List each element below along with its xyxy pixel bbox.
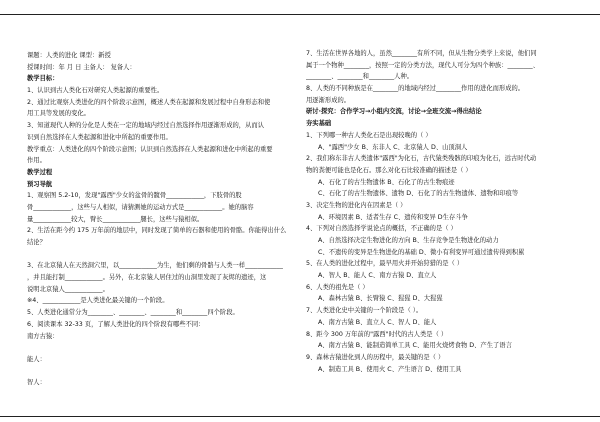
left-line: 3、知道现代人种的分化是人类在一定的地域内经过自然选择作用逐渐形成的，从而认: [27, 122, 264, 130]
bottom-rule: [0, 416, 600, 417]
right-line: A、森林古猿 B、长臂猿 C、猩猩 D、大猩猩: [318, 295, 443, 303]
right-column: [306, 48, 594, 375]
left-line: 授课时间：年 月 日 主备人： 复备人：: [27, 63, 136, 71]
right-line: 2、我们称东非古人类遗体"露西"为化石，古代猿类残骸的印痕为化石，远古时代动: [306, 155, 537, 163]
right-line: A、自然选择决定生物进化的方向 B、生存竞争是生物进化的动力: [318, 237, 499, 244]
left-line: 教学目标：: [27, 75, 59, 83]
right-line: 物的粪便可能也是化石。那么对化石比较准确的描述是（ ）: [306, 166, 472, 174]
left-line: 课题：人类的进化 课型：新授: [27, 52, 111, 59]
right-line: 8、人类的不同种族是在________的地域内经过________作用的进化而形成的。: [306, 85, 525, 93]
left-line: 智人：: [27, 379, 46, 387]
right-line: 研讨·探究：合作学习→小组内交流，讨论→全班交流→得出结论: [306, 108, 482, 116]
left-line: [27, 249, 297, 261]
right-line: 9、森林古猿进化到人的历程中，最关键的是（ ）: [306, 353, 445, 361]
left-line: 能人：: [27, 355, 46, 363]
left-line: 2、生活在距今约 175 万年前的地层中，同时发现了简单的石器和使用的骨骼。你能得出什么: [27, 227, 287, 235]
left-line: [27, 366, 297, 378]
left-line: 2、通过比观察人类进化的四个阶段示意图，概述人类在起源和发展过程中自身形态和使: [27, 98, 271, 106]
right-line: 4、下列对自然选择学说论点的概括，不正确的是（ ）: [306, 225, 457, 233]
left-line: 1、认识到古人类化石对研究人类起源的重要性。: [27, 87, 164, 95]
right-line: A、制造工具 B、使用火 C、产生语言 D、使用工具: [318, 365, 462, 373]
right-line: A、"露西"少女 B、东非人 C、北京猿人 D、山顶洞人: [318, 143, 468, 151]
left-line: ，并且能打制____________。另外，在北京猿人居住过的山洞里发现了灰烬的遗迹，这: [27, 274, 267, 282]
right-line: A、南方古猿 B、直立人 C、智人 D、能人: [318, 318, 437, 326]
right-line: ________、________和________人种。: [306, 73, 414, 81]
left-line: 识到自然选择在人类起源和进化中所起的重要作用。: [27, 133, 172, 141]
right-line: 6、人类的祖先是（ ）: [306, 283, 369, 291]
right-line: A、石化了的古生物遗体 B、石化了的古生物痕迹: [318, 178, 455, 186]
right-line: 5、在人类的进化过程中，最早用火并开始狩猎的是（ ）: [306, 260, 464, 268]
right-line: 1、下列哪一种古人类化石是出现较晚的（ ）: [306, 131, 432, 139]
left-line: 教学重点：人类进化的四个阶段示意图；认识到自然选择在人类起源和进化中所起的重要: [27, 145, 273, 153]
right-line: 7、人类进化史中关键的一个阶段是（ ）。: [306, 307, 423, 315]
left-line: 量____________较大，臂长____________腿长，这些与猿相似。: [27, 215, 204, 223]
right-line: 8、距今 300 万年前的"露西"时代的古人类是（ ）: [306, 330, 448, 338]
left-line: 骨____________，这些与人相似，请猜测她的运动方式是____________。她的脑容: [27, 203, 254, 211]
right-line: 用逐渐形成的。: [306, 96, 351, 104]
left-line: [27, 342, 297, 354]
right-line: A、南方古猿 B、能制造简单工具 C、能用火烧烤食物 D、产生了语言: [318, 342, 512, 350]
right-line: 7、生活在世界各地的人，虽然________有所不同，但从生物分类学上来说，他们同: [306, 50, 537, 57]
right-line: A、环境因素 B、适者生存 C、遗传和变异 D生存斗争: [318, 213, 468, 221]
right-line: C、石化了的古生物遗体、遗物 D、石化了的古生物遗体、遗物和印痕等: [318, 190, 519, 198]
right-line: C、不遗传的变异是生物进化的基础 D、微小有利变异可通过遗传得到积累: [318, 248, 525, 256]
left-line: 6、阅读课本 32-33 页，了解人类进化的四个阶段有哪些不同：: [27, 320, 205, 328]
left-line: ※4、____________是人类进化最关键的一个阶段。: [27, 297, 169, 305]
left-line: 5、人类进化通常分为________、________、________和________四个阶段。: [27, 309, 239, 317]
left-line: 3、在北京猿人在天然洞穴里，以____________为生，他们剩的骨骼与人类一样____________: [27, 262, 283, 270]
right-line: A、智人 B、能人 C、南方古猿 D、直立人: [318, 272, 437, 280]
left-line: 用工具等发展的变化。: [27, 110, 90, 118]
top-rule: [0, 14, 600, 15]
left-line: 1、观察图 5.2-10，发现"露西"少女的盆骨的髋骨____________，下肢骨的股: [27, 192, 242, 200]
left-column: [27, 50, 297, 389]
left-line: 说明北京猿人____________。: [27, 285, 109, 293]
left-line: 教学过程: [27, 168, 53, 176]
left-line: 作用。: [27, 157, 46, 165]
left-line: 预习导航: [27, 180, 53, 188]
right-line: 3、决定生物的进化内在因素是（ ）: [306, 201, 407, 209]
right-line: 属于一个物种________，按照一定的分类方法，现代人可分为四个种族：________、: [306, 61, 539, 69]
left-line: 南方古猿：: [27, 332, 59, 340]
right-line: 夯实基础: [306, 120, 332, 128]
left-line: 结论？: [27, 239, 46, 246]
